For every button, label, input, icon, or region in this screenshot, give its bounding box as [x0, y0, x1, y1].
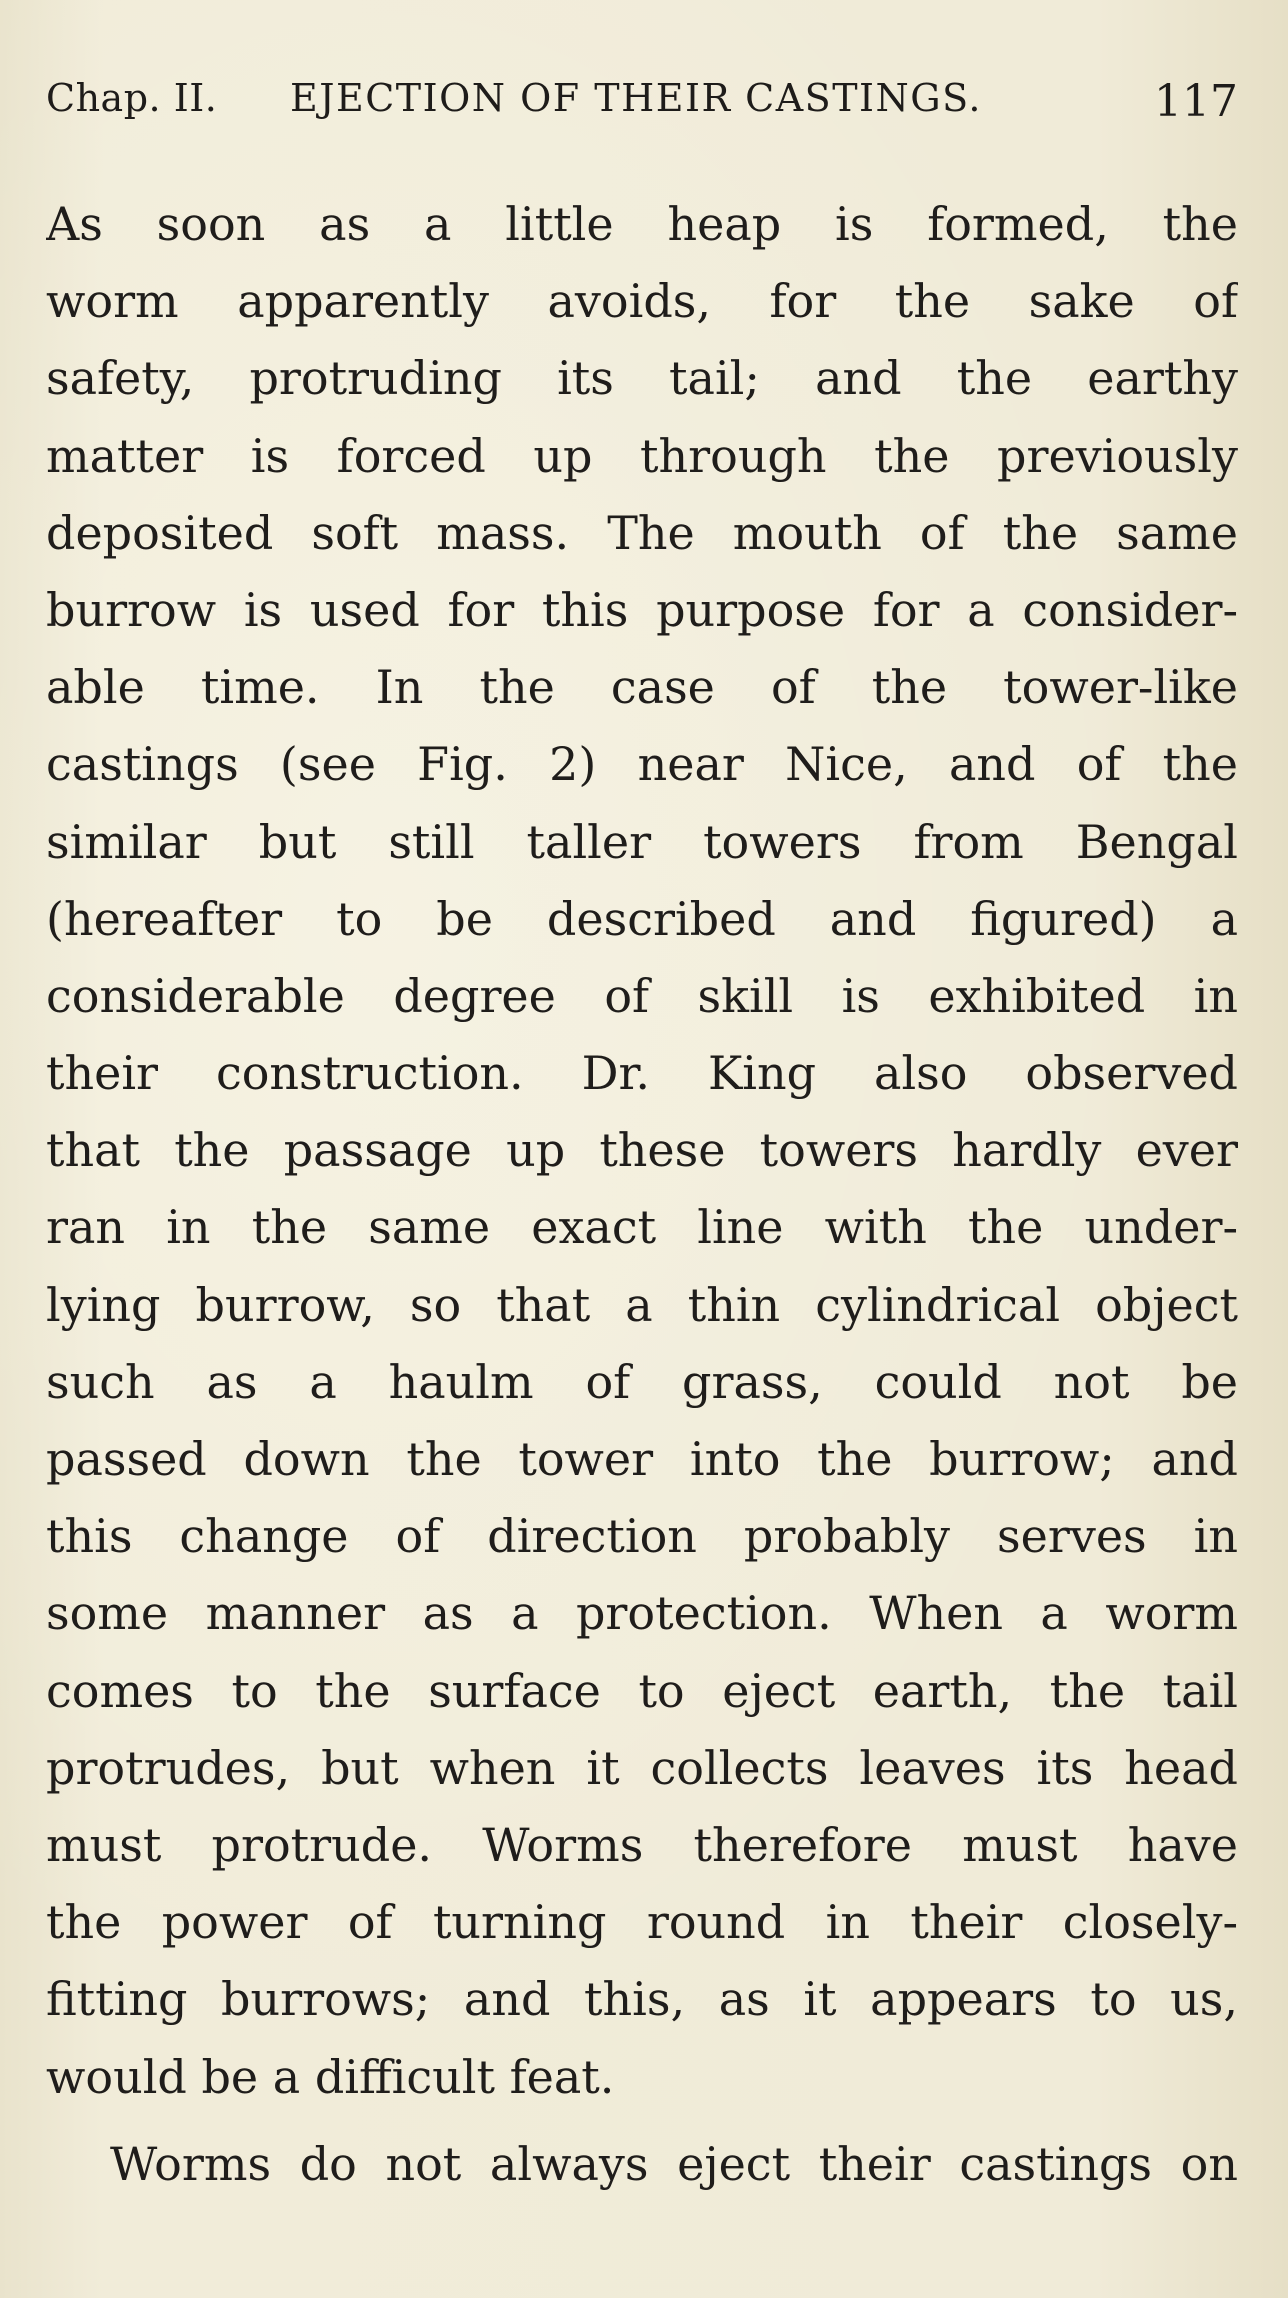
- text-line: some manner as a protection. When a worm: [46, 1586, 1238, 1641]
- text-line: that the passage up these towers hardly ever: [46, 1123, 1238, 1178]
- text-line: burrow is used for this purpose for a consider-: [46, 582, 1238, 637]
- text-line: (hereafter to be described and figured) a: [46, 891, 1238, 946]
- text-line: must protrude. Worms therefore must have: [46, 1817, 1238, 1872]
- text-line: castings (see Fig. 2) near Nice, and of the: [46, 737, 1238, 792]
- text-line: As soon as a little heap is formed, the: [46, 197, 1238, 251]
- text-line: comes to the surface to eject earth, the tail: [46, 1663, 1238, 1718]
- text-line: would be a difficult feat.: [46, 2049, 615, 2104]
- text-line: lying burrow, so that a thin cylindrical object: [46, 1277, 1238, 1332]
- text-line: their construction. Dr. King also observed: [46, 1046, 1238, 1101]
- text-line: fitting burrows; and this, as it appears to us,: [46, 1972, 1238, 2027]
- text-line: considerable degree of skill is exhibited in: [46, 968, 1238, 1023]
- text-line: worm apparently avoids, for the sake of: [46, 274, 1238, 329]
- text-line: the power of turning round in their closely-: [46, 1895, 1238, 1950]
- text-line: matter is forced up through the previously: [46, 428, 1238, 483]
- text-line: ran in the same exact line with the under-: [46, 1200, 1238, 1255]
- text-line: such as a haulm of grass, could not be: [46, 1354, 1238, 1409]
- text-line: able time. In the case of the tower-like: [46, 660, 1238, 715]
- paragraph: [46, 2126, 1238, 2203]
- running-title: EJECTION OF THEIR CASTINGS.: [290, 76, 982, 120]
- text-line: Worms do not always eject their castings on: [110, 2136, 1238, 2191]
- paragraph: [46, 186, 1238, 2116]
- text-line: similar but still taller towers from Bengal: [46, 814, 1238, 869]
- page-number: 117: [1154, 76, 1238, 127]
- text-line: this change of direction probably serves in: [46, 1509, 1238, 1564]
- chapter-label: Chap. II.: [46, 76, 218, 120]
- text-line: passed down the tower into the burrow; and: [46, 1432, 1238, 1486]
- text-line: protrudes, but when it collects leaves its head: [46, 1740, 1238, 1795]
- running-header: [46, 76, 1238, 136]
- text-line: deposited soft mass. The mouth of the same: [46, 505, 1238, 560]
- text-line: safety, protruding its tail; and the earthy: [46, 351, 1238, 406]
- body-text: [46, 186, 1238, 2203]
